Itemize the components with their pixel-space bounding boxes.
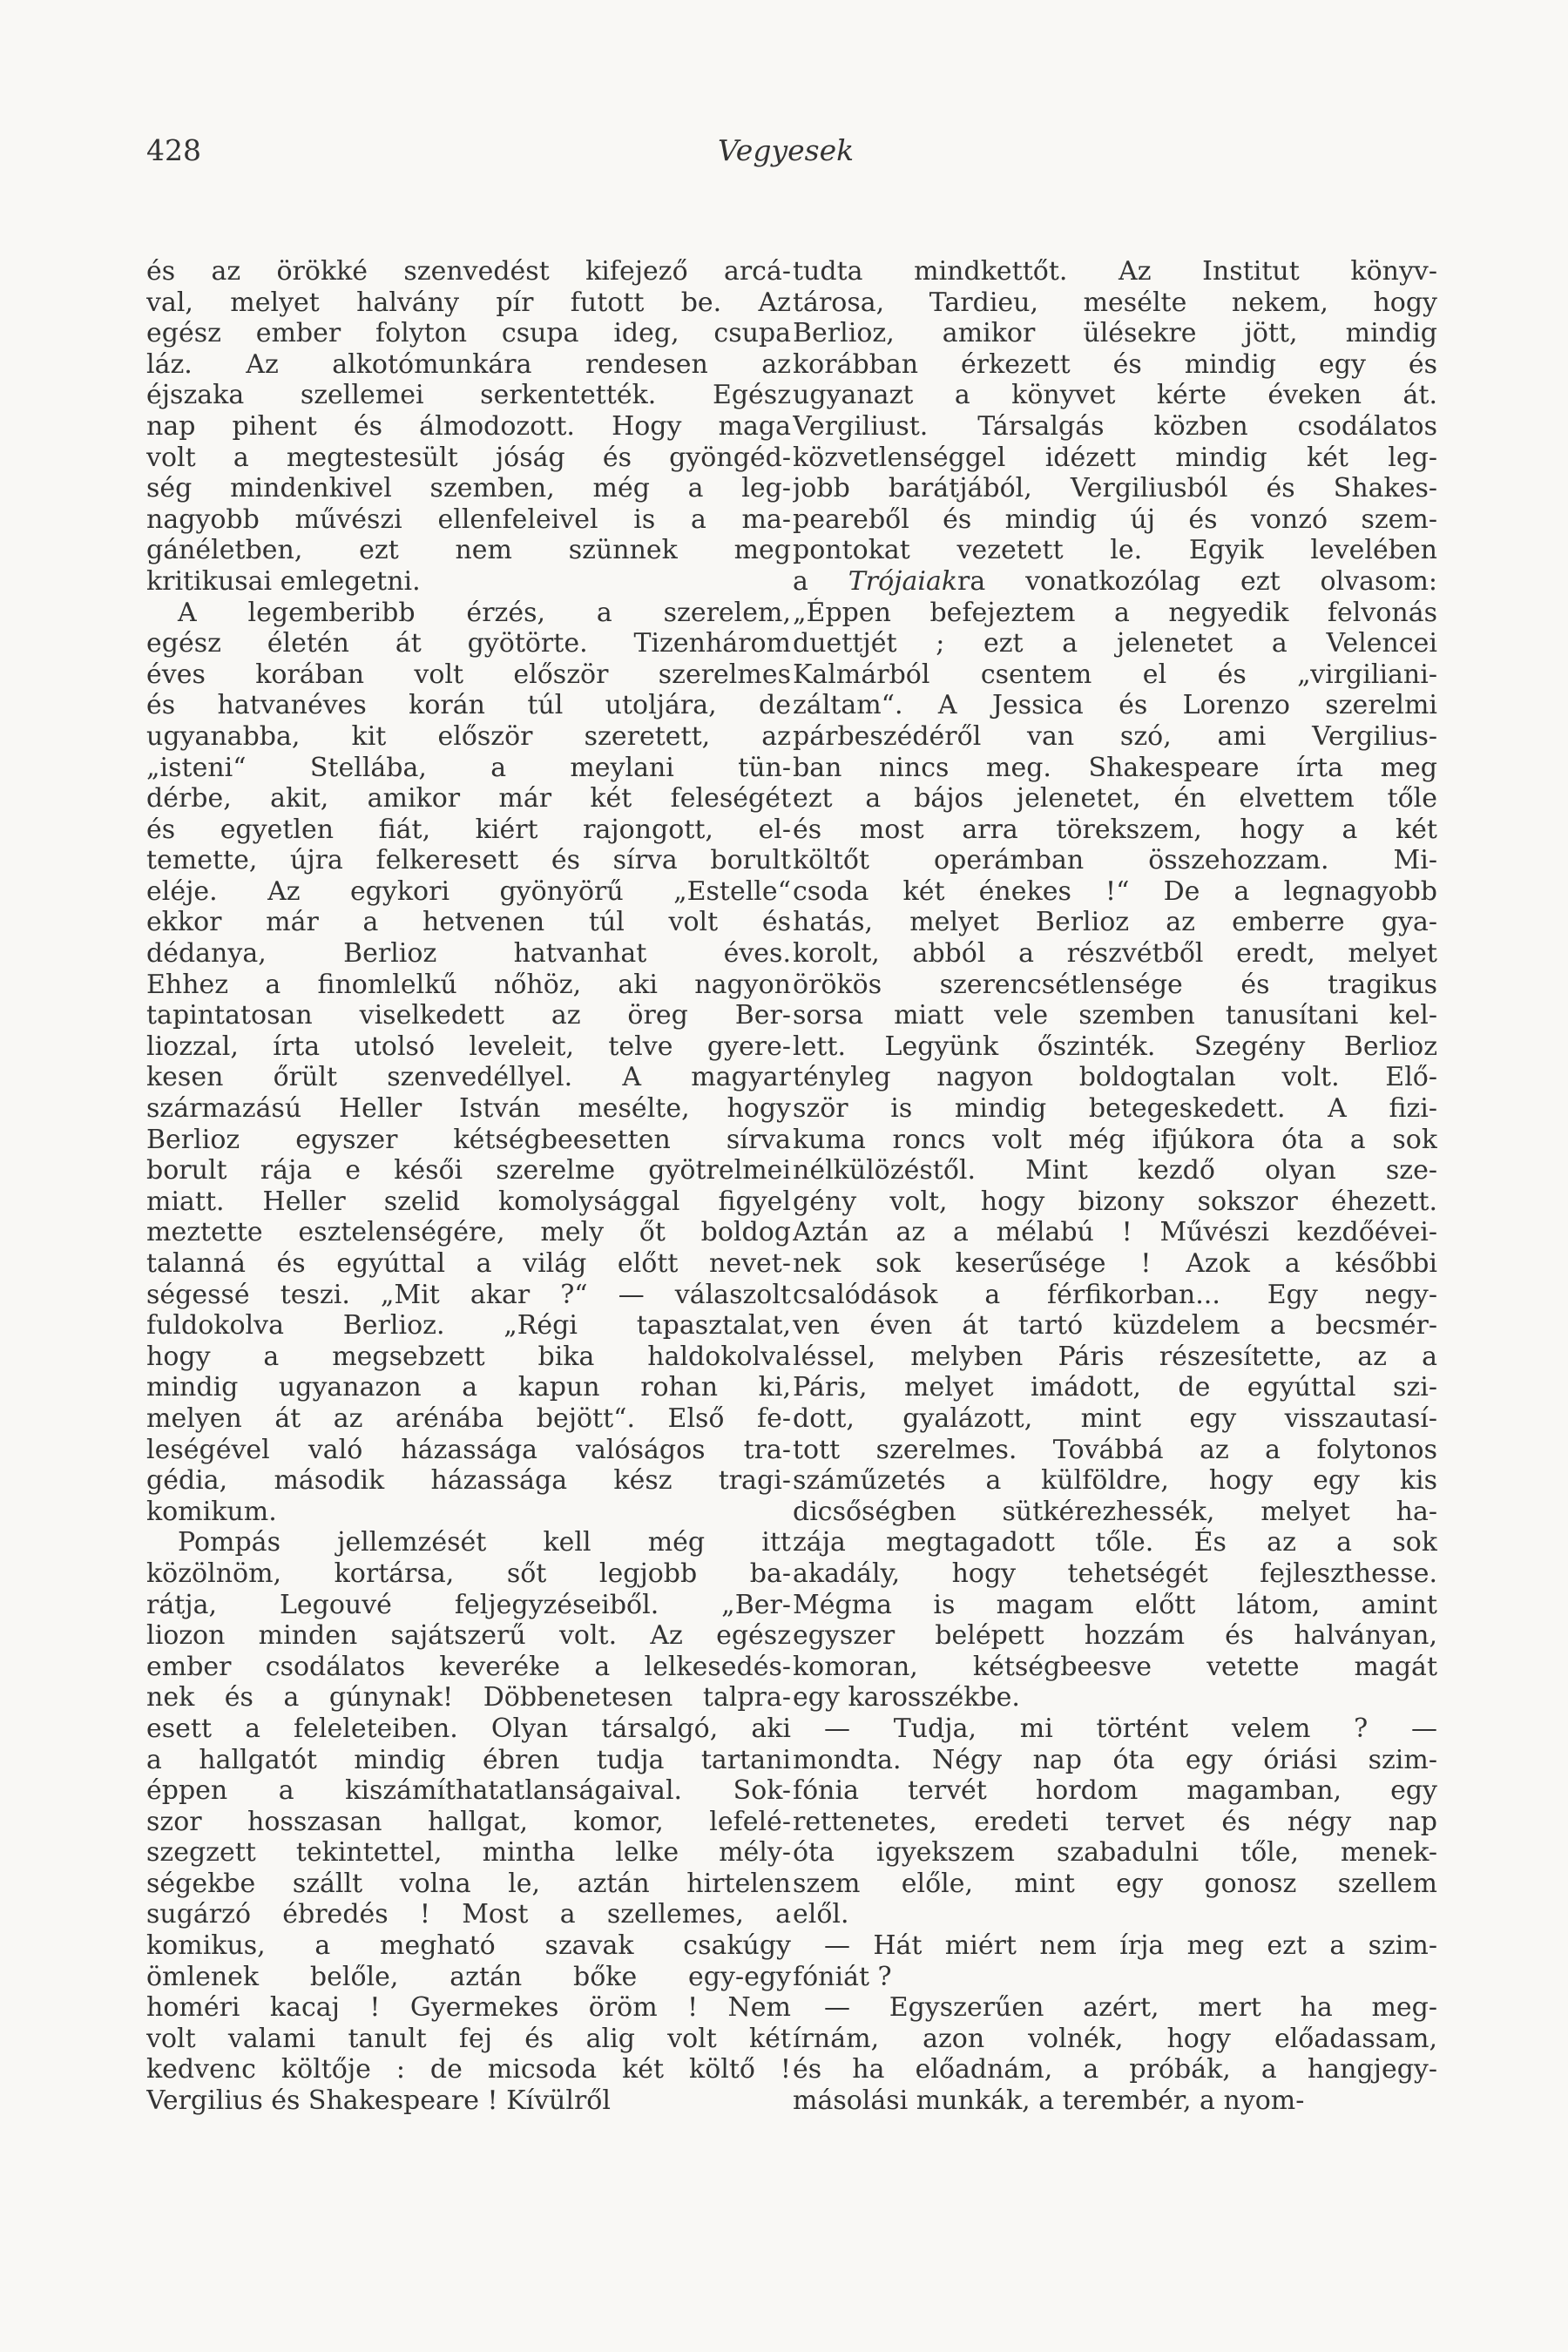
- text-line: éjszaka szellemei serkentették. Egész: [146, 380, 791, 411]
- text-line: Berlioz, amikor ülésekre jött, mindig: [793, 318, 1437, 349]
- text-line: kedvenc költője : de micsoda két költő !: [146, 2054, 791, 2085]
- text-line: melyen át az arénába bejött“. Első fe-: [146, 1402, 791, 1434]
- text-line: közölnöm, kortársa, sőt legjobb ba-: [146, 1558, 791, 1589]
- text-line: és hatvanéves korán túl utoljára, de: [146, 690, 791, 721]
- text-line: kesen őrült szenvedéllyel. A magyar: [146, 1062, 791, 1093]
- text-line: egyszer belépett hozzám és halványan,: [793, 1620, 1437, 1652]
- text-line: fónia tervét hordom magamban, egy: [793, 1775, 1437, 1807]
- text-line: volt a megtestesült jóság és gyöngéd-: [146, 442, 791, 473]
- text-line: szegzett tekintettel, mintha lelke mély-: [146, 1837, 791, 1869]
- text-line: miatt. Heller szelid komolysággal figyel: [146, 1186, 791, 1217]
- text-line: ségekbe szállt volna le, aztán hirtelen: [146, 1868, 791, 1899]
- text-line: ven éven át tartó küzdelem a becsmér-: [793, 1310, 1437, 1342]
- text-line: Vergiliust. Társalgás közben csodálatos: [793, 410, 1437, 442]
- text-line: kuma roncs volt még ifjúkora óta a sok: [793, 1124, 1437, 1155]
- text-line: ember csodálatos keveréke a lelkesedés-: [146, 1651, 791, 1682]
- text-line: gény volt, hogy bizony sokszor éhezett.: [793, 1186, 1437, 1217]
- text-line: csoda két énekes !“ De a legnagyobb: [793, 875, 1437, 907]
- text-line: ugyanazt a könyvet kérte éveken át.: [793, 380, 1437, 411]
- text-line: borult rája e késői szerelme gyötrelmei: [146, 1155, 791, 1186]
- text-line: dérbe, akit, amikor már két feleségét: [146, 783, 791, 814]
- text-line: Kalmárból csentem el és „virgiliani-: [793, 659, 1437, 690]
- text-line: tudta mindkettőt. Az Institut könyv-: [793, 256, 1437, 287]
- text-line: Aztán az a mélabú ! Művészi kezdőévei-: [793, 1217, 1437, 1248]
- text-line: mindig ugyanazon a kapun rohan ki,: [146, 1372, 791, 1403]
- text-line: tényleg nagyon boldogtalan volt. Elő-: [793, 1062, 1437, 1093]
- text-line: és most arra törekszem, hogy a két: [793, 814, 1437, 845]
- paragraph: [146, 1527, 791, 2116]
- text-line: sugárzó ébredés ! Most a szellemes, a: [146, 1899, 791, 1930]
- right-text-column: [793, 256, 1437, 2216]
- text-line: leségével való házassága valóságos tra-: [146, 1434, 791, 1465]
- text-line: jobb barátjából, Vergiliusból és Shakes-: [793, 473, 1437, 504]
- text-line: volt valami tanult fej és alig volt két: [146, 2023, 791, 2054]
- text-line: Pompás jellemzését kell még itt: [178, 1527, 791, 1558]
- text-line: nap pihent és álmodozott. Hogy maga: [146, 410, 791, 442]
- text-line: homéri kacaj ! Gyermekes öröm ! Nem: [146, 1992, 791, 2024]
- text-line: közvetlenséggel idézett mindig két leg-: [793, 442, 1437, 473]
- text-line: egész ember folyton csupa ideg, csupa: [146, 318, 791, 349]
- text-line: meztette esztelenségére, mely őt boldog: [146, 1217, 791, 1248]
- text-line: tott szerelmes. Továbbá az a folytonos: [793, 1434, 1437, 1465]
- text-line: temette, újra felkeresett és sírva borult: [146, 845, 791, 876]
- text-line: másolási munkák, a terembér, a nyom-: [793, 2085, 1305, 2117]
- text-line: láz. Az alkotómunkára rendesen az: [146, 348, 791, 380]
- text-line: Ehhez a finomlelkű nőhöz, aki nagyon: [146, 969, 791, 1000]
- text-line: „isteni“ Stellába, a meylani tün-: [146, 752, 791, 783]
- text-line: ször is mindig betegeskedett. A fizi-: [793, 1093, 1437, 1125]
- text-line: záltam“. A Jessica és Lorenzo szerelmi: [793, 690, 1437, 721]
- text-line: éves korában volt először szerelmes: [146, 659, 791, 690]
- paragraph: [793, 1713, 1437, 1930]
- text-line: párbeszédéről van szó, ami Vergilius-: [793, 720, 1437, 752]
- paragraph: [146, 256, 791, 598]
- text-line: komikum.: [146, 1496, 277, 1527]
- text-line: származású Heller István mesélte, hogy: [146, 1093, 791, 1125]
- text-line: szem előle, mint egy gonosz szellem: [793, 1868, 1437, 1899]
- text-line: ségessé teszi. „Mit akar ?“ — válaszolt: [146, 1279, 791, 1310]
- text-line: talanná és egyúttal a világ előtt nevet-: [146, 1248, 791, 1279]
- text-line: egy karosszékbe.: [793, 1682, 1020, 1713]
- text-line: ség mindenkivel szemben, még a leg-: [146, 473, 791, 504]
- text-line: sorsa miatt vele szemben tanusítani kel-: [793, 1000, 1437, 1031]
- text-line: duettjét ; ezt a jelenetet a Velencei: [793, 628, 1437, 659]
- text-line: ban nincs meg. Shakespeare írta meg: [793, 752, 1437, 783]
- text-line: a hallgatót mindig ébren tudja tartani: [146, 1744, 791, 1775]
- text-line: és ha előadnám, a próbák, a hangjegy-: [793, 2054, 1437, 2085]
- paragraph: [793, 256, 1437, 1713]
- text-line: Berlioz egyszer kétségbeesetten sírva: [146, 1124, 791, 1155]
- text-line: nélkülözéstől. Mint kezdő olyan sze-: [793, 1155, 1437, 1186]
- text-line: fuldokolva Berlioz. „Régi tapasztalat,: [146, 1310, 791, 1342]
- text-line: száműzetés a külföldre, hogy egy kis: [793, 1465, 1437, 1497]
- text-line: hatás, melyet Berlioz az emberre gya-: [793, 907, 1437, 938]
- text-line: Páris, melyet imádott, de egyúttal szi-: [793, 1372, 1437, 1403]
- text-line: szor hosszasan hallgat, komor, lefelé-: [146, 1806, 791, 1837]
- text-line: komikus, a megható szavak csakúgy: [146, 1930, 791, 1962]
- text-line: akadály, hogy tehetségét fejleszthesse.: [793, 1558, 1437, 1589]
- text-line: nagyobb művészi ellenfeleivel is a ma-: [146, 504, 791, 535]
- paragraph: [146, 598, 791, 1528]
- text-line: — Tudja, mi történt velem ? —: [824, 1713, 1437, 1744]
- page-number: 428: [146, 133, 201, 167]
- running-title: Vegyesek: [718, 133, 855, 167]
- text-line: rátja, Legouvé feljegyzéseiből. „Ber-: [146, 1589, 791, 1620]
- text-line: lett. Legyünk őszinték. Szegény Berlioz: [793, 1031, 1437, 1062]
- text-line: — Egyszerűen azért, mert ha meg-: [824, 1992, 1437, 2024]
- text-line: dédanya, Berlioz hatvanhat éves.: [146, 938, 791, 970]
- text-line: éppen a kiszámíthatatlanságaival. Sok-: [146, 1775, 791, 1807]
- text-line: kritikusai emlegetni.: [146, 565, 421, 597]
- text-line: gédia, második házassága kész tragi-: [146, 1465, 791, 1497]
- text-line: tapintatosan viselkedett az öreg Ber-: [146, 1000, 791, 1031]
- text-line: korábban érkezett és mindig egy és: [793, 348, 1437, 380]
- text-line: nek és a gúnynak! Döbbenetesen talpra-: [146, 1682, 791, 1713]
- text-line: tárosa, Tardieu, mesélte nekem, hogy: [793, 287, 1437, 318]
- text-line: eléje. Az egykori gyönyörű „Estelle“: [146, 875, 791, 907]
- text-line: és az örökké szenvedést kifejező arcá-: [146, 256, 791, 287]
- text-line: örökös szerencsétlensége és tragikus: [793, 969, 1437, 1000]
- text-line: fóniát ?: [793, 1961, 892, 1992]
- text-line: egész életén át gyötörte. Tizenhárom: [146, 628, 791, 659]
- text-line: liozon minden sajátszerű volt. Az egész: [146, 1620, 791, 1652]
- text-line: ömlenek belőle, aztán bőke egy-egy: [146, 1961, 791, 1992]
- text-line: korolt, abból a részvétből eredt, melyet: [793, 938, 1437, 970]
- text-line: a Trójaiakra vonatkozólag ezt olvasom:: [793, 565, 1437, 597]
- text-line: A legemberibb érzés, a szerelem,: [178, 597, 791, 628]
- text-line: ezt a bájos jelenetet, én elvettem tőle: [793, 783, 1437, 814]
- text-line: ekkor már a hetvenen túl volt és: [146, 907, 791, 938]
- text-line: peareből és mindig új és vonzó szem-: [793, 504, 1437, 535]
- text-line: elől.: [793, 1899, 849, 1930]
- text-line: dott, gyalázott, mint egy visszautasí-: [793, 1402, 1437, 1434]
- text-line: és egyetlen fiát, kiért rajongott, el-: [146, 814, 791, 845]
- left-text-column: [146, 256, 791, 2216]
- text-line: óta igyekszem szabadulni tőle, menek-: [793, 1837, 1437, 1869]
- text-line: ugyanabba, kit először szeretett, az: [146, 720, 791, 752]
- text-line: költőt operámban összehozzam. Mi-: [793, 845, 1437, 876]
- page-header: [146, 133, 1427, 177]
- text-line: mondta. Négy nap óta egy óriási szim-: [793, 1744, 1437, 1775]
- text-line: rettenetes, eredeti tervet és négy nap: [793, 1806, 1437, 1837]
- text-line: esett a feleleteiben. Olyan társalgó, aki: [146, 1713, 791, 1744]
- text-line: léssel, melyben Páris részesítette, az a: [793, 1341, 1437, 1372]
- text-line: komoran, kétségbeesve vetette magát: [793, 1651, 1437, 1682]
- paragraph: [793, 1930, 1437, 1992]
- text-line: liozzal, írta utolsó leveleit, telve gyere-: [146, 1031, 791, 1062]
- text-line: gánéletben, ezt nem szünnek meg: [146, 535, 791, 566]
- text-line: dicsőségben sütkérezhessék, melyet ha-: [793, 1496, 1437, 1527]
- paragraph: [793, 1992, 1437, 2116]
- text-line: zája megtagadott tőle. És az a sok: [793, 1527, 1437, 1558]
- text-line: nek sok keserűsége ! Azok a későbbi: [793, 1248, 1437, 1279]
- text-line: hogy a megsebzett bika haldokolva: [146, 1341, 791, 1372]
- text-line: „Éppen befejeztem a negyedik felvonás: [793, 597, 1437, 628]
- text-line: — Hát miért nem írja meg ezt a szim-: [824, 1930, 1437, 1962]
- text-line: csalódások a férfikorban... Egy negy-: [793, 1279, 1437, 1310]
- text-line: írnám, azon volnék, hogy előadassam,: [793, 2023, 1437, 2054]
- book-title-italic: Trójaiak: [848, 565, 958, 597]
- text-line: Mégma is magam előtt látom, amint: [793, 1589, 1437, 1620]
- text-line: Vergilius és Shakespeare ! Kívülről: [146, 2085, 611, 2117]
- text-line: pontokat vezetett le. Egyik levelében: [793, 535, 1437, 566]
- text-line: val, melyet halvány pír futott be. Az: [146, 287, 791, 318]
